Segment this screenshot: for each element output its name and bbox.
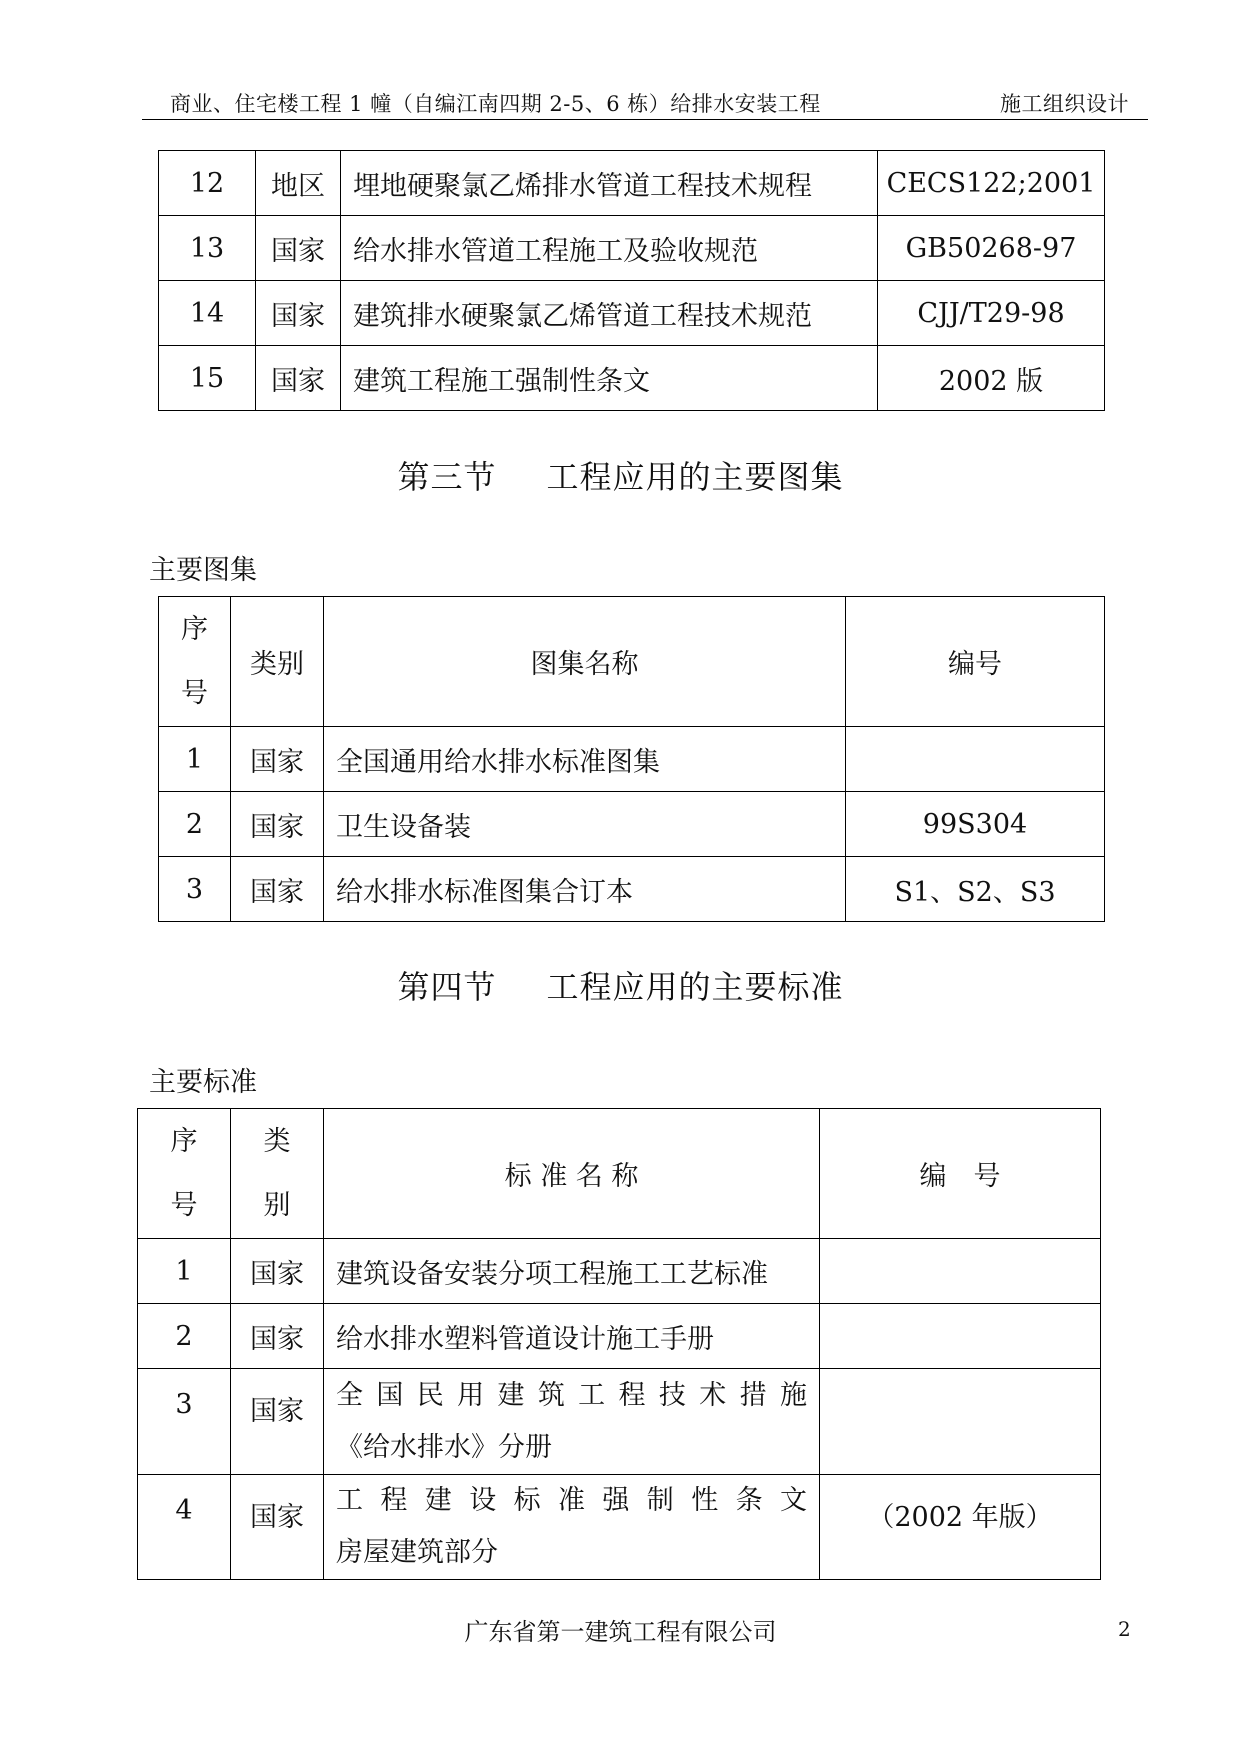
row-category: 国家: [256, 281, 341, 346]
section-3-heading: [0, 452, 1241, 498]
row-code: CECS122;2001: [878, 151, 1105, 216]
row-number: 13: [159, 216, 256, 281]
row-code: 2002 版: [878, 346, 1105, 411]
row-name: 卫生设备装: [324, 792, 846, 857]
header-document-type: 施工组织设计: [1000, 92, 1129, 116]
row-number: 1: [159, 727, 231, 792]
row-category: 国家: [231, 792, 324, 857]
row-number: 1: [138, 1239, 231, 1304]
atlas-table: [158, 596, 1105, 922]
row-category: 国家: [231, 1239, 324, 1304]
row-number: 15: [159, 346, 256, 411]
row-category: 国家: [256, 346, 341, 411]
table-row: [159, 792, 1105, 857]
row-category: 国家: [231, 727, 324, 792]
header-number: 序 号: [159, 597, 231, 727]
row-number: 12: [159, 151, 256, 216]
table-row: [159, 346, 1105, 411]
row-number: 3: [159, 857, 231, 922]
table-row: [159, 216, 1105, 281]
table-row: [159, 281, 1105, 346]
table-row: [138, 1475, 1101, 1580]
row-category: 国家: [256, 216, 341, 281]
table-header-row: [159, 597, 1105, 727]
row-number: 2: [138, 1304, 231, 1369]
row-name-line-2: 《给水排水》分册: [336, 1431, 552, 1463]
header-divider: [142, 119, 1148, 120]
row-name-line-1: 全国民用建筑工程技术措施: [336, 1379, 807, 1411]
header-category: 类 别: [231, 1109, 324, 1239]
row-name: 建筑设备安装分项工程施工工艺标准: [324, 1239, 820, 1304]
row-category: 地区: [256, 151, 341, 216]
section-4-number: 第四节: [397, 968, 497, 1006]
row-number: 3: [138, 1369, 231, 1475]
row-code: [820, 1239, 1101, 1304]
section-3-caption: 主要图集: [149, 555, 257, 586]
header-category: 类别: [231, 597, 324, 727]
row-code: CJJ/T29-98: [878, 281, 1105, 346]
header-number: 序 号: [138, 1109, 231, 1239]
row-code: S1、S2、S3: [846, 857, 1105, 922]
section-3-title: 工程应用的主要图集: [546, 458, 844, 496]
row-name: 全国通用给水排水标准图集: [324, 727, 846, 792]
row-name: 建筑工程施工强制性条文: [341, 346, 878, 411]
row-name: [324, 1475, 820, 1580]
row-code: GB50268-97: [878, 216, 1105, 281]
page-number: 2: [1118, 1617, 1131, 1641]
row-number: 2: [159, 792, 231, 857]
row-name: 给水排水管道工程施工及验收规范: [341, 216, 878, 281]
standards-table: [137, 1108, 1101, 1580]
row-code: [820, 1304, 1101, 1369]
table-header-row: [138, 1109, 1101, 1239]
row-name-line-2: 房屋建筑部分: [336, 1537, 498, 1568]
row-name: 给水排水塑料管道设计施工手册: [324, 1304, 820, 1369]
section-3-number: 第三节: [397, 458, 497, 496]
section-4-heading: [0, 962, 1241, 1008]
header-name: 图集名称: [324, 597, 846, 727]
table-row: [138, 1304, 1101, 1369]
row-number: 14: [159, 281, 256, 346]
row-name: 建筑排水硬聚氯乙烯管道工程技术规范: [341, 281, 878, 346]
table-row: [159, 857, 1105, 922]
header-code: 编 号: [820, 1109, 1101, 1239]
row-name-line-1: 工程建设标准强制性条文: [336, 1485, 807, 1516]
row-name: [324, 1369, 820, 1475]
table-row: [138, 1239, 1101, 1304]
header-project-title: 商业、住宅楼工程 1 幢（自编江南四期 2-5、6 栋）给排水安装工程: [170, 92, 821, 116]
specification-table: [158, 150, 1105, 411]
row-name: 埋地硬聚氯乙烯排水管道工程技术规程: [341, 151, 878, 216]
row-category: 国家: [231, 1369, 324, 1475]
row-code: 99S304: [846, 792, 1105, 857]
row-code: [846, 727, 1105, 792]
row-category: 国家: [231, 1304, 324, 1369]
row-code: [820, 1369, 1101, 1475]
header-name: 标 准 名 称: [324, 1109, 820, 1239]
table-row: [159, 727, 1105, 792]
row-category: 国家: [231, 1475, 324, 1580]
footer-company: 广东省第一建筑工程有限公司: [464, 1618, 777, 1646]
table-row: [159, 151, 1105, 216]
section-4-caption: 主要标准: [149, 1067, 257, 1098]
header-code: 编号: [846, 597, 1105, 727]
section-4-title: 工程应用的主要标准: [546, 968, 844, 1006]
row-name: 给水排水标准图集合订本: [324, 857, 846, 922]
row-category: 国家: [231, 857, 324, 922]
row-code: （2002 年版）: [820, 1475, 1101, 1580]
table-row: [138, 1369, 1101, 1475]
row-number: 4: [138, 1475, 231, 1580]
